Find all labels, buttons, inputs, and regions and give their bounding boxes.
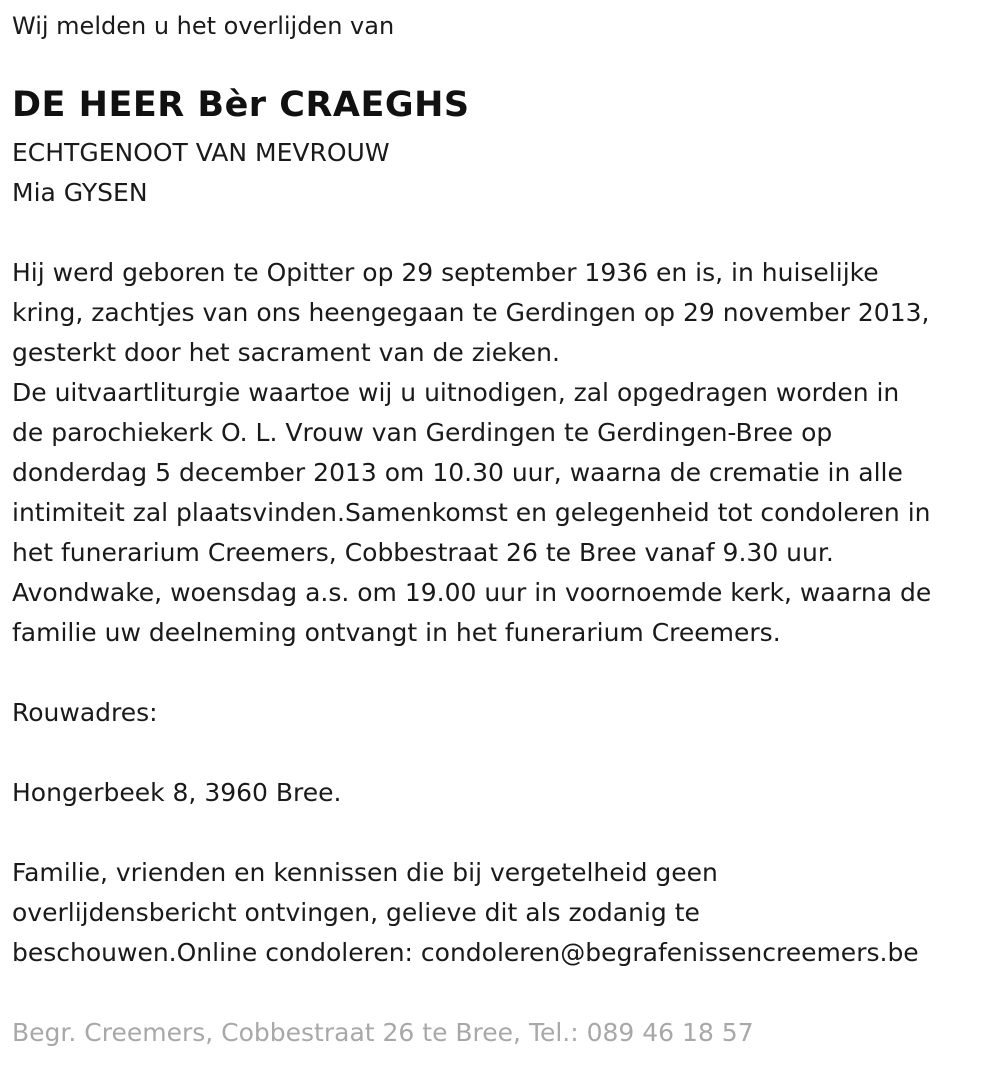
deceased-name: DE HEER Bèr CRAEGHS — [12, 85, 470, 125]
body-line: donderdag 5 december 2013 om 10.30 uur, waarna de crematie in alle — [12, 458, 903, 487]
body-line: het funerarium Creemers, Cobbestraat 26 te Bree vanaf 9.30 uur. — [12, 538, 834, 567]
intro-text: Wij melden u het overlijden van — [12, 12, 395, 40]
spouse-line-1: ECHTGENOOT VAN MEVROUW — [12, 138, 390, 167]
body-line: de parochiekerk O. L. Vrouw van Gerdingen te Gerdingen-Bree op — [12, 418, 833, 447]
closing-text — [12, 853, 994, 973]
funeral-home-footer: Begr. Creemers, Cobbestraat 26 te Bree, Tel.: 089 46 18 57 — [12, 1018, 754, 1047]
mourning-address: Hongerbeek 8, 3960 Bree. — [12, 778, 342, 807]
notice-body — [12, 253, 994, 653]
spouse-block — [12, 133, 390, 213]
body-line: Avondwake, woensdag a.s. om 19.00 uur in voornoemde kerk, waarna de — [12, 578, 932, 607]
body-line: kring, zachtjes van ons heengegaan te Gerdingen op 29 november 2013, — [12, 298, 930, 327]
closing-line: overlijdensbericht ontvingen, gelieve dit als zodanig te — [12, 898, 700, 927]
condolence-email-link[interactable]: condoleren@begrafenissencreemers.be — [420, 938, 919, 967]
closing-line-last — [12, 933, 994, 973]
closing-prefix: beschouwen.Online condoleren: — [12, 938, 421, 967]
body-line: gesterkt door het sacrament van de zieken. — [12, 338, 560, 367]
spouse-line-2: Mia GYSEN — [12, 178, 148, 207]
closing-line: Familie, vrienden en kennissen die bij vergetelheid geen — [12, 858, 718, 887]
mourning-address-label: Rouwadres: — [12, 698, 158, 727]
body-line: De uitvaartliturgie waartoe wij u uitnodigen, zal opgedragen worden in — [12, 378, 900, 407]
body-line: familie uw deelneming ontvangt in het funerarium Creemers. — [12, 618, 781, 647]
body-line: Hij werd geboren te Opitter op 29 september 1936 en is, in huiselijke — [12, 258, 879, 287]
body-line: intimiteit zal plaatsvinden.Samenkomst en gelegenheid tot condoleren in — [12, 498, 931, 527]
